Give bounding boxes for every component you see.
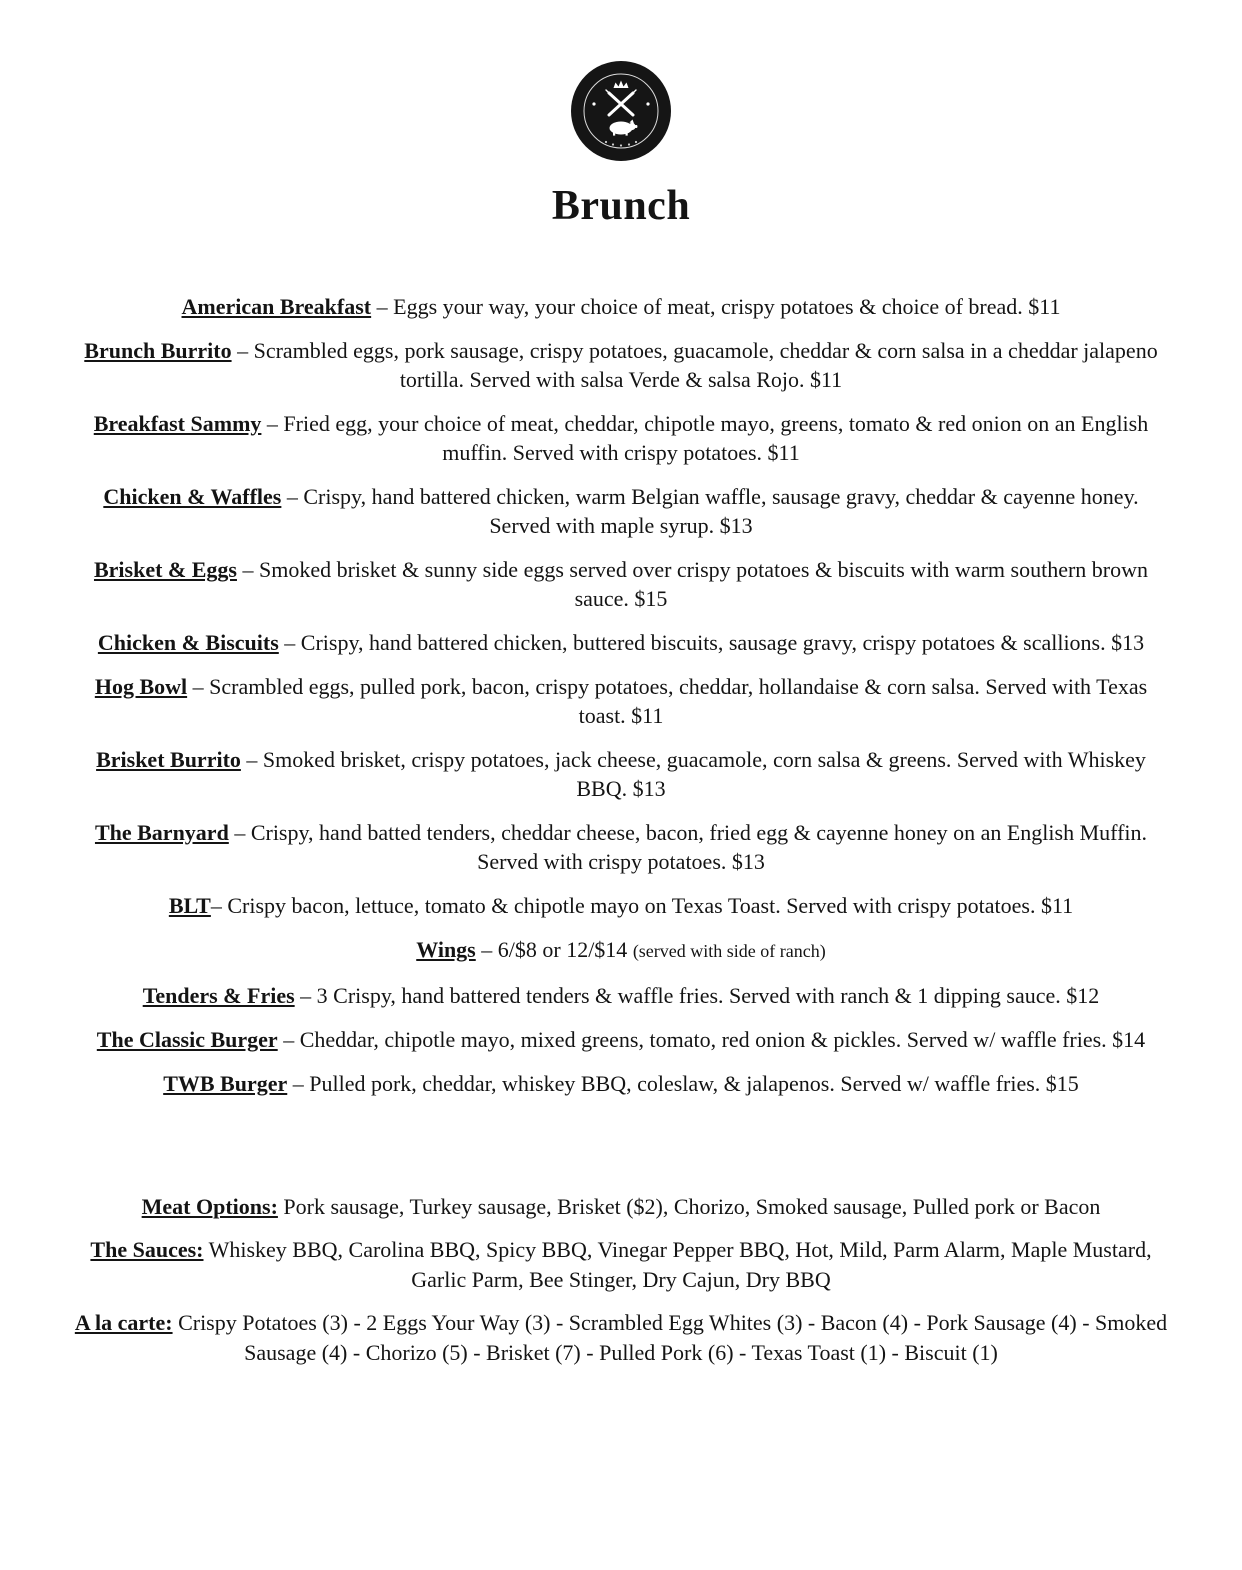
info-section-text: Whiskey BBQ, Carolina BBQ, Spicy BBQ, Vinegar Pepper BBQ, Hot, Mild, Parm Alarm, Maple Mustard, Garlic Parm, Bee Stinger, Dry Cajun, Dry BBQ	[208, 1237, 1152, 1292]
page-title: Brunch	[551, 183, 691, 229]
menu-item-name: Brisket & Eggs	[93, 557, 237, 582]
menu-item-name: The Barnyard	[94, 820, 229, 845]
menu-item-name: Chicken & Waffles	[103, 484, 282, 509]
info-section	[71, 1308, 1171, 1368]
menu-item	[79, 1025, 1164, 1054]
menu-item-desc: – Cheddar, chipotle mayo, mixed greens, tomato, red onion & pickles. Served w/ waffle fries. $14	[283, 1027, 1146, 1052]
info-section	[71, 1192, 1171, 1222]
menu-item-name: TWB Burger	[163, 1071, 288, 1096]
menu-item-name: Hog Bowl	[94, 674, 188, 699]
menu-item-name: Wings	[416, 937, 476, 962]
menu-item	[79, 745, 1164, 803]
menu-item	[79, 409, 1164, 467]
menu-item-name: Brunch Burrito	[84, 338, 232, 363]
menu-item	[79, 555, 1164, 613]
info-section-label: A la carte:	[74, 1310, 173, 1335]
menu-item-desc: – Crispy, hand batted tenders, cheddar cheese, bacon, fried egg & cayenne honey on an English Muffin. Served with crispy potatoes. $13	[234, 820, 1148, 874]
menu-item-desc: – 3 Crispy, hand battered tenders & waffle fries. Served with ranch & 1 dipping sauce. $12	[300, 983, 1100, 1008]
menu-item-desc: – Crispy bacon, lettuce, tomato & chipotle mayo on Texas Toast. Served with crispy potatoes. $11	[210, 893, 1074, 918]
menu-item-name: Tenders & Fries	[142, 983, 295, 1008]
menu-item-name: Chicken & Biscuits	[97, 630, 279, 655]
menu-item-name: BLT	[168, 893, 211, 918]
menu-item-desc: – Scrambled eggs, pork sausage, crispy potatoes, guacamole, cheddar & corn salsa in a cheddar jalapeno tortilla. Served with salsa Verde & salsa Rojo. $11	[237, 338, 1158, 392]
info-section-text: Pork sausage, Turkey sausage, Brisket ($2), Chorizo, Smoked sausage, Pulled pork or Bacon	[283, 1194, 1101, 1219]
menu-item	[79, 628, 1164, 657]
menu-item-desc: – Crispy, hand battered chicken, warm Belgian waffle, sausage gravy, cheddar & cayenne honey. Served with maple syrup. $13	[286, 484, 1139, 538]
menu-item-desc: – Eggs your way, your choice of meat, crispy potatoes & choice of bread. $11	[376, 294, 1061, 319]
info-section-label: The Sauces:	[90, 1237, 204, 1262]
menu-item	[79, 935, 1164, 966]
menu-item	[79, 981, 1164, 1010]
info-list	[0, 1192, 1242, 1368]
menu-item-name: American Breakfast	[181, 294, 372, 319]
menu-item-desc: – Smoked brisket, crispy potatoes, jack cheese, guacamole, corn salsa & greens. Served with Whiskey BBQ. $13	[246, 747, 1146, 801]
menu-item-desc: – 6/$8 or 12/$14	[481, 937, 628, 962]
menu-item	[79, 1069, 1164, 1098]
menu-item	[79, 672, 1164, 730]
menu-item	[79, 336, 1164, 394]
info-section-label: Meat Options:	[141, 1194, 278, 1219]
menu-item-note: (served with side of ranch)	[632, 941, 826, 961]
menu-item-name: The Classic Burger	[96, 1027, 278, 1052]
menu-item	[79, 292, 1164, 321]
logo-container	[0, 58, 1242, 164]
crown-crossed-knives-pig-badge-icon	[568, 58, 674, 164]
info-section-text: Crispy Potatoes (3) - 2 Eggs Your Way (3) - Scrambled Egg Whites (3) - Bacon (4) - Pork Sausage (4) - Smoked Sausage (4) - Chorizo (5) - Brisket (7) - Pulled Pork (6) - Texas Toast (1) - Biscuit (1)	[178, 1310, 1168, 1365]
menu-item-desc: – Smoked brisket & sunny side eggs served over crispy potatoes & biscuits with warm southern brown sauce. $15	[242, 557, 1149, 611]
info-section	[71, 1235, 1171, 1295]
menu-item-name: Brisket Burrito	[96, 747, 241, 772]
menu-item-desc: – Crispy, hand battered chicken, buttered biscuits, sausage gravy, crispy potatoes & scallions. $13	[284, 630, 1145, 655]
menu-item	[79, 482, 1164, 540]
menu-item	[79, 891, 1164, 920]
menu-item	[79, 818, 1164, 876]
menu-list	[0, 292, 1242, 1098]
menu-item-desc: – Scrambled eggs, pulled pork, bacon, crispy potatoes, cheddar, hollandaise & corn salsa. Served with Texas toast. $11	[192, 674, 1148, 728]
menu-item-name: Breakfast Sammy	[93, 411, 262, 436]
menu-item-desc: – Fried egg, your choice of meat, cheddar, chipotle mayo, greens, tomato & red onion on an English muffin. Served with crispy potatoes. $11	[266, 411, 1149, 465]
menu-item-desc: – Pulled pork, cheddar, whiskey BBQ, coleslaw, & jalapenos. Served w/ waffle fries. $15	[292, 1071, 1079, 1096]
